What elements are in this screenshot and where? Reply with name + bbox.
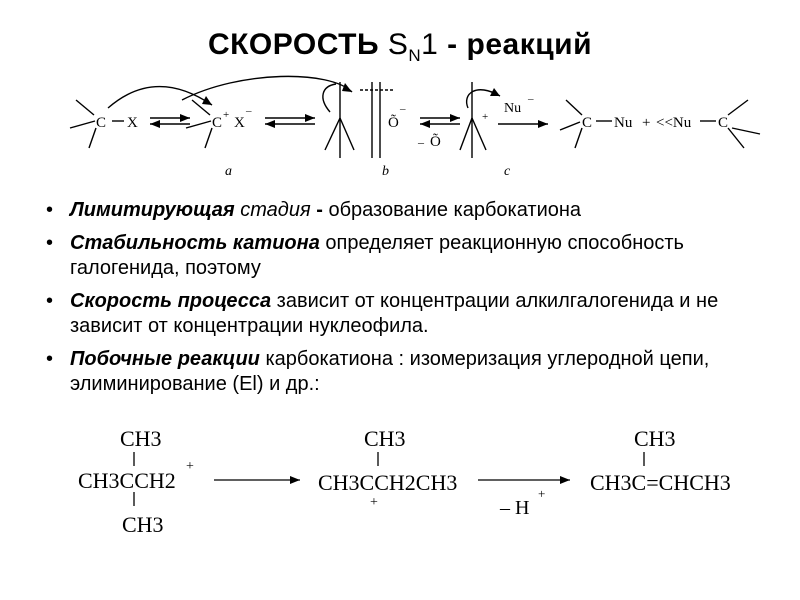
bullet-lead-2: стадия [234, 199, 311, 221]
bullet-text: зависит от концентрации алкилгалогенида и не зависит от концентрации нуклеофила. [70, 290, 719, 337]
m1-main: CH3CCH2 [78, 468, 176, 493]
mechanism-diagram [0, 0, 800, 190]
bullet-dot: • [46, 232, 54, 254]
title-sn-num: 1 [421, 28, 439, 61]
m2-top: CH3 [364, 426, 406, 451]
mech-solv-plus: + [482, 111, 489, 123]
bullet-lead: Лимитирующая [70, 199, 235, 221]
mech-prod1-nu: Nu [614, 115, 633, 131]
m2-main: CH3CCH2CH3 [318, 470, 458, 495]
mech-label-a: a [225, 164, 232, 179]
title-sn: S [387, 28, 409, 61]
bullet-list [44, 198, 784, 405]
bullet-dot: • [46, 290, 54, 312]
bullet-text: образование карбокатиона [322, 199, 582, 221]
mech-solv-o1: Õ [388, 115, 399, 131]
bullet-item [44, 198, 784, 223]
bullet-dot: • [46, 199, 54, 221]
mech-left-x: X [127, 115, 138, 131]
mech-label-b: b [382, 164, 389, 179]
m1-bottom: CH3 [122, 512, 164, 537]
title-main: СКОРОСТЬ [207, 28, 388, 61]
mech-prod-plus: + [642, 115, 651, 131]
bullet-text: определяет реакционную способность галогенида, поэтому [70, 232, 684, 279]
mech-prod2-c: C [718, 115, 729, 131]
elim-plus: + [538, 486, 546, 501]
bullet-lead: Побочные реакции [70, 348, 260, 370]
bullet-item [44, 231, 784, 281]
mech-ion-minus: – [246, 105, 252, 117]
mech-left-c: C [96, 115, 107, 131]
title-sn-sub: N [408, 46, 422, 65]
mech-solv-o2-prefix: – [418, 135, 424, 149]
m1-plus: + [186, 459, 194, 474]
bullet-lead: Скорость процесса [70, 290, 272, 312]
elim-label: – H [500, 497, 530, 519]
bullet-item [44, 289, 784, 339]
isomerization-diagram [0, 420, 800, 600]
bullet-lead-3: - [310, 199, 323, 221]
bullet-lead: Стабильность катиона [70, 232, 320, 254]
mech-solv-o2: Õ [430, 134, 441, 150]
mech-label-c: c [504, 164, 511, 179]
mech-ion-x: X [234, 115, 245, 131]
mech-solv-minus: – [400, 103, 406, 115]
m2-plus: + [370, 495, 378, 510]
bullet-item [44, 347, 784, 397]
mech-nu-minus: – [528, 93, 534, 105]
m1-top: CH3 [120, 426, 162, 451]
bullet-dot: • [46, 348, 54, 370]
m3-top: CH3 [634, 426, 676, 451]
bullet-text: карбокатиона : изомеризация углеродной цепи, элиминирование (El) и др.: [70, 348, 710, 395]
mech-ion-plus: + [223, 109, 230, 121]
title-rest: - реакций [438, 28, 593, 61]
m3-main: CH3C=CHCH3 [590, 470, 731, 495]
mech-nu-label: Nu [504, 101, 522, 116]
mech-prod2-nu: <<Nu [656, 115, 692, 131]
mech-prod1-c: C [582, 115, 593, 131]
mech-ion-c: C [212, 115, 223, 131]
